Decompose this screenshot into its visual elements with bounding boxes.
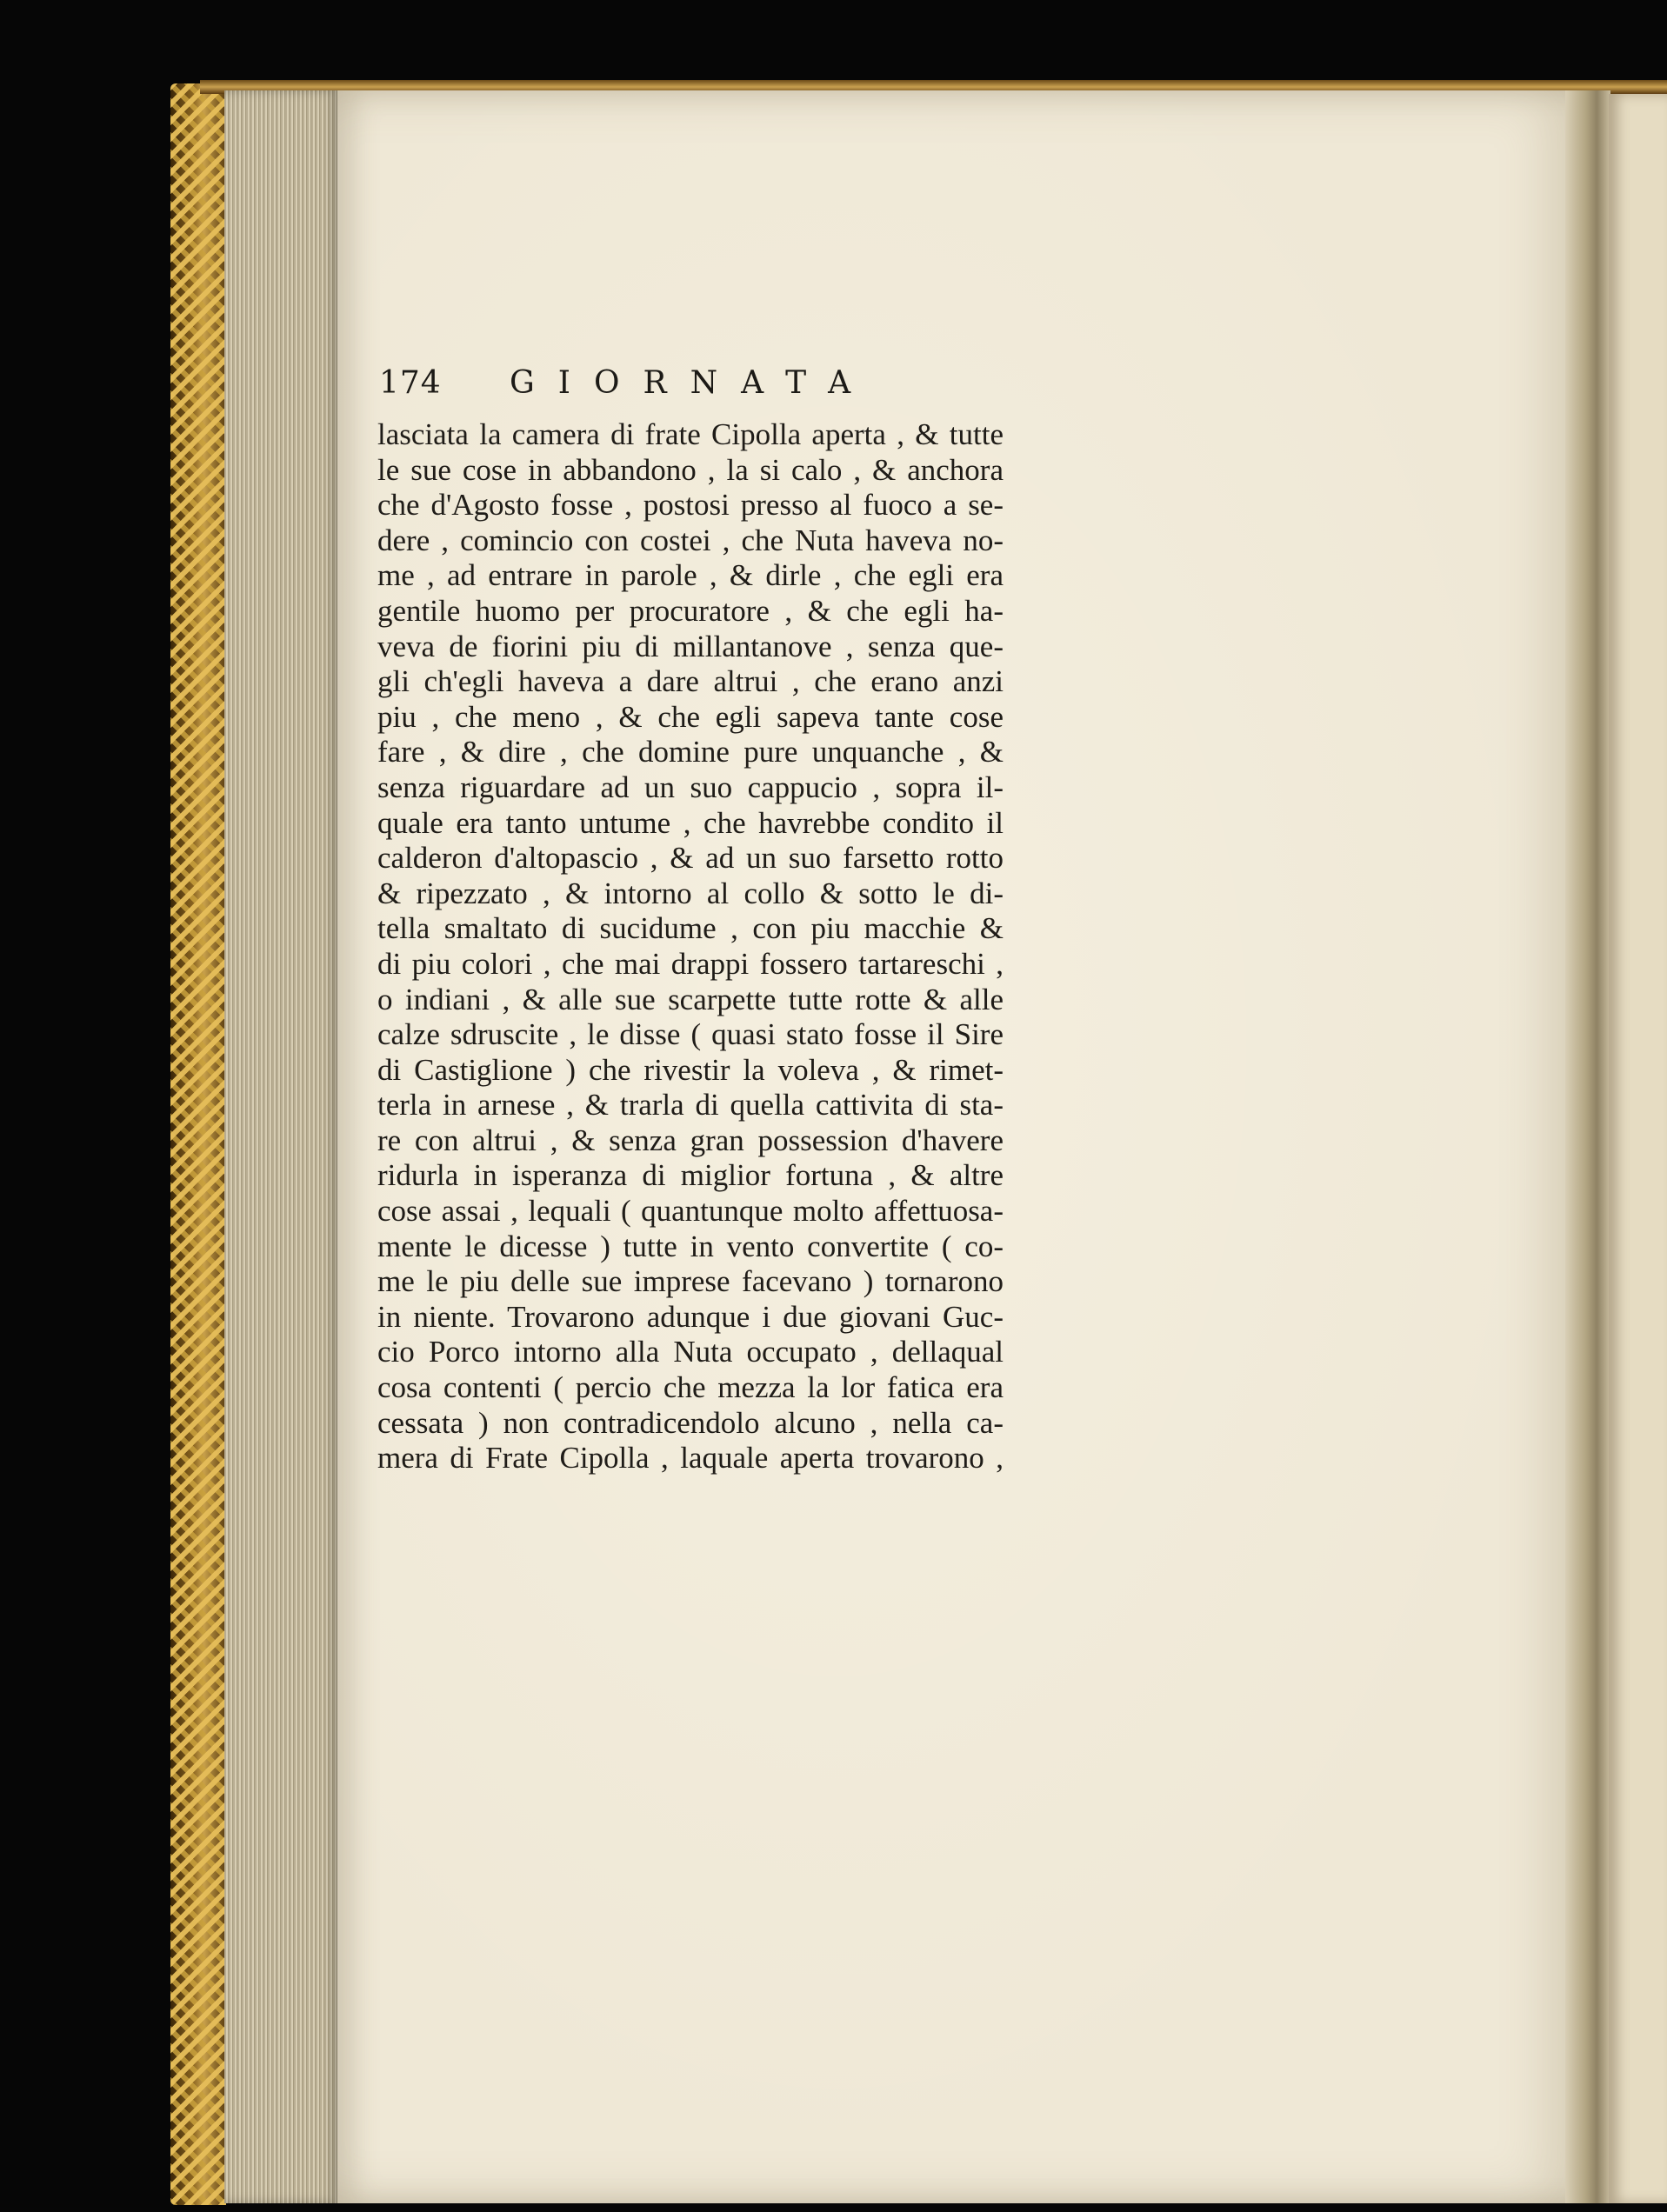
text-line: me le piu delle sue imprese facevano ) tornarono bbox=[377, 1264, 1004, 1299]
text-line: terla in arnese , & trarla di quella cattivita di sta- bbox=[377, 1088, 1004, 1123]
text-line: cosa contenti ( percio che mezza la lor fatica era bbox=[377, 1370, 1004, 1405]
text-line: o indiani , & alle sue scarpette tutte rotte & alle bbox=[377, 982, 1004, 1016]
text-line: tella smaltato di sucidume , con piu macchie & bbox=[377, 911, 1004, 946]
text-line: gli ch'egli haveva a dare altrui , che erano anzi bbox=[377, 664, 1004, 699]
text-line: lasciata la camera di frate Cipolla aperta , & tutte bbox=[377, 417, 1004, 451]
text-line: calze sdruscite , le disse ( quasi stato fosse il Sire bbox=[377, 1017, 1004, 1052]
body-text bbox=[377, 417, 1004, 1476]
facing-page-sliver bbox=[1609, 94, 1667, 2203]
text-line: ridurla in isperanza di miglior fortuna , & altre bbox=[377, 1158, 1004, 1193]
text-line: senza riguardare ad un suo cappucio , sopra il- bbox=[377, 770, 1004, 804]
text-line: in niente. Trovarono adunque i due giovani Guc- bbox=[377, 1299, 1004, 1334]
text-line: piu , che meno , & che egli sapeva tante cose bbox=[377, 699, 1004, 734]
text-line: gentile huomo per procuratore , & che egli ha- bbox=[377, 593, 1004, 628]
text-line: calderon d'altopascio , & ad un suo farsetto rotto bbox=[377, 841, 1004, 876]
text-line: quale era tanto untume , che havrebbe condito il bbox=[377, 805, 1004, 840]
gilt-binding-edge bbox=[170, 83, 226, 2205]
text-line: mera di Frate Cipolla , laquale aperta trovarono , bbox=[377, 1441, 1004, 1476]
text-line: le sue cose in abbandono , la si calo , & anchora bbox=[377, 452, 1004, 487]
text-line: me , ad entrare in parole , & dirle , che egli era bbox=[377, 558, 1004, 593]
text-line: che d'Agosto fosse , postosi presso al fuoco a se- bbox=[377, 488, 1004, 523]
text-line: re con altrui , & senza gran possession d'havere bbox=[377, 1123, 1004, 1157]
text-line: di piu colori , che mai drappi fossero tartareschi , bbox=[377, 946, 1004, 981]
text-line: & ripezzato , & intorno al collo & sotto le di- bbox=[377, 876, 1004, 910]
text-line: cose assai , lequali ( quantunque molto affettuosa- bbox=[377, 1194, 1004, 1229]
page-number: 174 bbox=[379, 365, 442, 401]
text-line: di Castiglione ) che rivestir la voleva , & rimet- bbox=[377, 1052, 1004, 1087]
page-gutter bbox=[1565, 90, 1610, 2203]
page-header bbox=[379, 365, 1214, 417]
text-line: cio Porco intorno alla Nuta occupato , dellaqual bbox=[377, 1335, 1004, 1369]
text-line: fare , & dire , che domine pure unquanche , & bbox=[377, 735, 1004, 770]
text-line: dere , comincio con costei , che Nuta haveva no- bbox=[377, 523, 1004, 557]
running-head: GIORNATA bbox=[510, 365, 875, 401]
text-line: veva de fiorini piu di millantanove , senza que- bbox=[377, 629, 1004, 663]
page-edges bbox=[224, 90, 339, 2203]
text-line: mente le dicesse ) tutte in vento convertite ( co- bbox=[377, 1229, 1004, 1263]
text-line: cessata ) non contradicendolo alcuno , nella ca- bbox=[377, 1405, 1004, 1440]
